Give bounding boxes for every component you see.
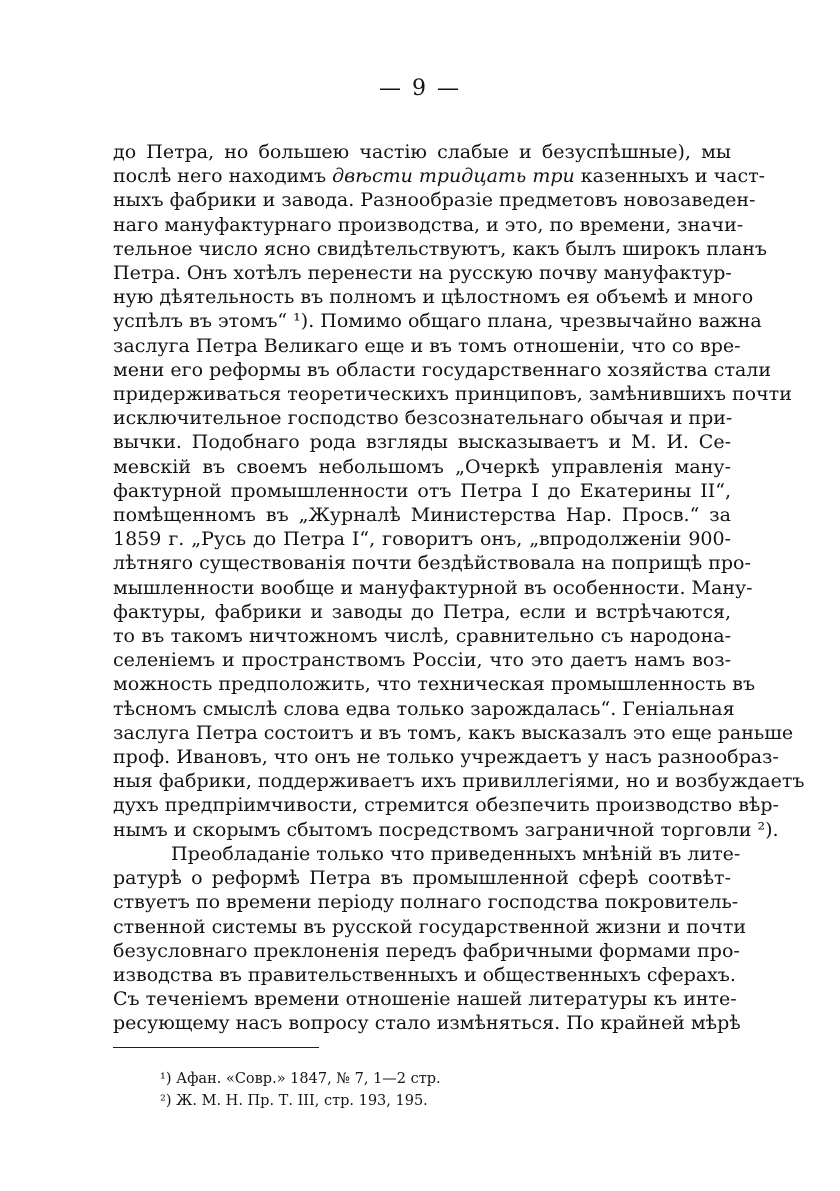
text-line: нымъ и скорымъ сбытомъ посредствомъ заграничной торговли ²). <box>113 818 779 841</box>
text-line: Преобладаніе только что приведенныхъ мнѣній въ лите- <box>171 842 741 865</box>
text-line: 1859 г. „Русь до Петра I“, говоритъ онъ, „впродолженіи 900- <box>113 528 731 551</box>
text-line: мышленности вообще и мануфактурной въ особенности. Ману- <box>113 576 753 599</box>
text-line: исключительное господство безсознательнаго обычая и при- <box>113 407 733 430</box>
text-line: ственной системы въ русской государственной жизни и почти <box>113 915 747 938</box>
text-line: безусловнаго преклоненія передъ фабричными формами про- <box>113 939 740 962</box>
text-line: ныя фабрики, поддерживаетъ ихъ привиллегіями, но и возбуждаетъ <box>113 770 805 793</box>
text-line: ресующему насъ вопросу стало измѣняться. По крайней мѣрѣ <box>113 1012 741 1035</box>
text-line: можность предположить, что техническая промышленность въ <box>113 673 756 696</box>
text-line: мевскій въ своемъ небольшомъ „Очеркѣ управленія ману- <box>113 455 731 478</box>
text-line: наго мануфактурнаго производства, и это, по времени, значи- <box>113 213 744 236</box>
footnote-text: Ж. М. Н. Пр. Т. III, стр. 193, 195. <box>171 1093 428 1109</box>
text-line: ратурѣ о реформѣ Петра въ промышленной сферѣ соотвѣт- <box>113 867 731 890</box>
text-line: тельное число ясно свидѣтельствуютъ, какъ былъ широкъ планъ <box>113 237 768 260</box>
text-line: изводства въ правительственныхъ и общественныхъ сферахъ. <box>113 963 736 986</box>
text-line: до Петра, но большею частію слабые и безуспѣшные), мы <box>113 141 731 163</box>
text-line: ныхъ фабрики и завода. Разнообразіе предметовъ новозаведен- <box>113 189 756 212</box>
text-line: заслуга Петра состоитъ и въ томъ, какъ высказалъ это еще раньше <box>113 721 794 744</box>
emphasis-text: двѣсти тридцать три <box>332 165 575 188</box>
text-line: духъ предпріимчивости, стремится обезпечить производство вѣр- <box>113 794 779 817</box>
text-fragment: послѣ него находимъ <box>113 165 333 188</box>
footnotes <box>160 1068 720 1112</box>
text-line: вычки. Подобнаго рода взгляды высказываетъ и М. И. Се- <box>113 431 731 454</box>
text-line: фактурной промышленности отъ Петра I до Екатерины II“, <box>113 479 731 502</box>
footnote <box>160 1090 720 1112</box>
text-line: мени его реформы въ области государственнаго хозяйства стали <box>113 358 772 381</box>
text-line: успѣлъ въ этомъ“ ¹). Помимо общаго плана, чрезвычайно важна <box>113 310 762 333</box>
text-line: лѣтняго существованія почти бездѣйствовала на поприщѣ про- <box>113 552 751 575</box>
footnote-divider <box>113 1047 319 1048</box>
body-text <box>113 140 805 1036</box>
text-line: то въ такомъ ничтожномъ числѣ, сравнительно съ народона- <box>113 625 731 648</box>
text-line: фактуры, фабрики и заводы до Петра, если и встрѣчаются, <box>113 600 731 623</box>
footnote-text: Афан. «Совр.» 1847, № 7, 1—2 стр. <box>171 1071 441 1087</box>
text-line: ную дѣятельность въ полномъ и цѣлостномъ ея объемѣ и много <box>113 286 754 309</box>
footnote <box>160 1068 720 1090</box>
text-fragment: казенныхъ и част- <box>574 165 766 188</box>
paragraph-2 <box>113 842 747 1036</box>
page-number: — 9 — <box>379 76 461 101</box>
text-line <box>113 164 766 188</box>
text-line: проф. Ивановъ, что онъ не только учреждаетъ у насъ разнообраз- <box>113 746 779 769</box>
text-line: тѣсномъ смыслѣ слова едва только зарождалась“. Геніальная <box>113 697 735 720</box>
paragraph-1 <box>113 140 805 842</box>
footnote-mark: ²) <box>160 1093 172 1109</box>
text-line: придерживаться теоретическихъ принциповъ, замѣнившихъ почти <box>113 383 792 406</box>
text-line: Съ теченіемъ времени отношеніе нашей литературы къ инте- <box>113 988 737 1011</box>
text-line: селеніемъ и пространствомъ Россіи, что это даетъ намъ воз- <box>113 649 731 672</box>
text-line: заслуга Петра Великаго еще и въ томъ отношеніи, что со вре- <box>113 334 741 357</box>
text-line: Петра. Онъ хотѣлъ перенести на русскую почву мануфактур- <box>113 262 732 285</box>
text-line: помѣщенномъ въ „Журналѣ Министерства Нар. Просв.“ за <box>113 504 731 527</box>
footnote-mark: ¹) <box>160 1071 172 1087</box>
text-line: ствуетъ по времени періоду полнаго господства покровитель- <box>113 891 739 914</box>
